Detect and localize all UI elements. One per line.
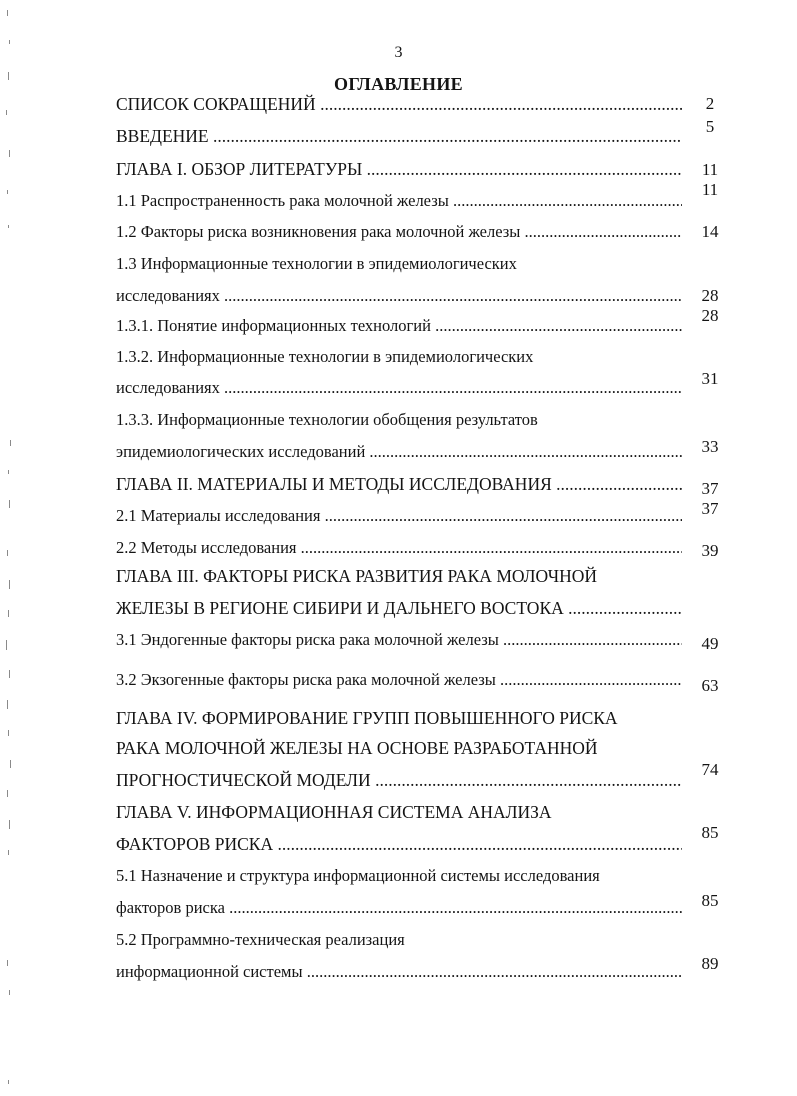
toc-entry-5-1-line-2: факторов риска .....	[116, 898, 682, 918]
toc-entry-5-1-line-1: 5.1 Назначение и структура информационной системы исследования	[116, 866, 600, 885]
toc-entry-chapter-2: ГЛАВА II. МАТЕРИАЛЫ И МЕТОДЫ ИССЛЕДОВАНИЯ .....	[116, 474, 682, 494]
toc-page-5-1: 85	[701, 891, 719, 910]
toc-page-3-2: 63	[701, 676, 719, 695]
toc-entry-introduction: ВВЕДЕНИЕ .....	[116, 126, 682, 146]
toc-entry-abbreviations: СПИСОК СОКРАЩЕНИЙ .....	[116, 94, 682, 114]
toc-entry-1-3-2-line-1: 1.3.2. Информационные технологии в эпидемиологических	[116, 347, 534, 366]
toc-entry-5-2-line-1: 5.2 Программно-техническая реализация	[116, 930, 405, 949]
toc-entry-1-1: 1.1 Распространенность рака молочной железы .....	[116, 191, 682, 211]
toc-page-1-2: 14	[701, 222, 719, 241]
scan-margin-specks	[3, 0, 17, 1096]
toc-entry-chapter-4-line-2: РАКА МОЛОЧНОЙ ЖЕЛЕЗЫ НА ОСНОВЕ РАЗРАБОТАННОЙ	[116, 738, 598, 758]
toc-entry-chapter-5-line-2: ФАКТОРОВ РИСКА .....	[116, 834, 682, 854]
toc-entry-3-2: 3.2 Экзогенные факторы риска рака молочной железы .....	[116, 670, 682, 690]
toc-page-chapter-4: 74	[701, 760, 719, 779]
toc-page-2-2: 39	[701, 541, 719, 560]
toc-entry-3-1: 3.1 Эндогенные факторы риска рака молочной железы .....	[116, 630, 682, 650]
toc-page-1-3-2: 31	[701, 369, 719, 388]
toc-title: ОГЛАВЛЕНИЕ	[334, 74, 463, 94]
toc-entry-1-3-3-line-2: эпидемиологических исследований .....	[116, 442, 682, 462]
toc-entry-1-3-line-2: исследованиях .....	[116, 286, 682, 306]
toc-entry-chapter-3-line-1: ГЛАВА III. ФАКТОРЫ РИСКА РАЗВИТИЯ РАКА МОЛОЧНОЙ	[116, 566, 598, 586]
toc-entry-chapter-4-line-3: ПРОГНОСТИЧЕСКОЙ МОДЕЛИ .....	[116, 770, 682, 790]
toc-entry-1-3-2-line-2: исследованиях .....	[116, 378, 682, 398]
toc-page-2-1: 37	[701, 499, 719, 518]
toc-entry-chapter-3-line-2: ЖЕЛЕЗЫ В РЕГИОНЕ СИБИРИ И ДАЛЬНЕГО ВОСТОКА .....	[116, 598, 682, 618]
toc-page-1-3: 28	[701, 286, 719, 305]
toc-page-1-1: 11	[701, 180, 719, 199]
toc-entry-1-3-line-1: 1.3 Информационные технологии в эпидемиологических	[116, 254, 517, 273]
toc-page-5-2: 89	[701, 954, 719, 973]
toc-page-introduction: 5	[705, 117, 715, 136]
toc-page-chapter-1: 11	[701, 160, 719, 179]
toc-entry-2-1: 2.1 Материалы исследования .....	[116, 506, 682, 526]
toc-entry-chapter-5-line-1: ГЛАВА V. ИНФОРМАЦИОННАЯ СИСТЕМА АНАЛИЗА	[116, 802, 552, 822]
toc-entry-2-2: 2.2 Методы исследования .....	[116, 538, 682, 558]
toc-entry-chapter-1: ГЛАВА I. ОБЗОР ЛИТЕРАТУРЫ .....	[116, 159, 682, 179]
toc-entry-chapter-4-line-1: ГЛАВА IV. ФОРМИРОВАНИЕ ГРУПП ПОВЫШЕННОГО РИСКА	[116, 708, 618, 728]
toc-page-1-3-1: 28	[701, 306, 719, 325]
toc-entry-1-3-1: 1.3.1. Понятие информационных технологий .....	[116, 316, 682, 336]
toc-page-3-1: 49	[701, 634, 719, 653]
toc-page-chapter-5: 85	[701, 823, 719, 842]
toc-page-1-3-3: 33	[701, 437, 719, 456]
page-number: 3	[394, 44, 403, 61]
toc-entry-1-2: 1.2 Факторы риска возникновения рака молочной железы .....	[116, 222, 682, 242]
toc-page-chapter-2: 37	[701, 479, 719, 498]
toc-entry-5-2-line-2: информационной системы .....	[116, 962, 682, 982]
toc-page-abbreviations: 2	[705, 94, 715, 113]
toc-entry-1-3-3-line-1: 1.3.3. Информационные технологии обобщения результатов	[116, 410, 538, 429]
